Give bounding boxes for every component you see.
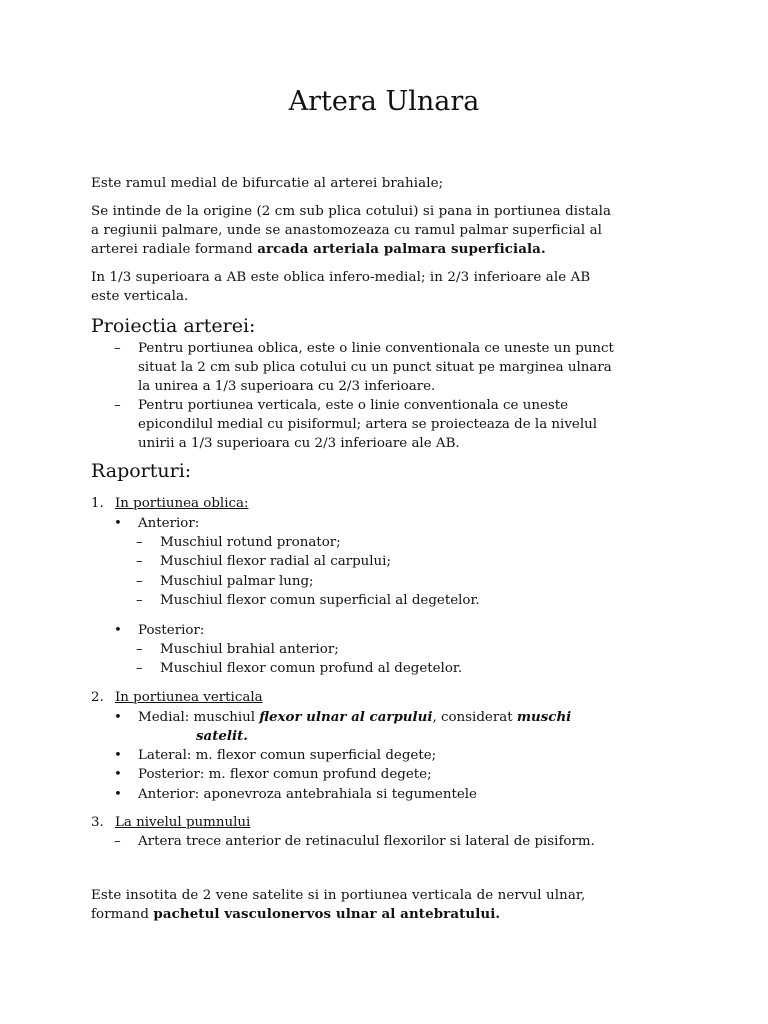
intro-paragraph-2	[91, 202, 691, 259]
text-line	[138, 708, 688, 727]
text-span: , considerat	[432, 710, 517, 725]
dash-marker: –	[136, 593, 143, 608]
sub-item-text: Muschiul palmar lung;	[160, 574, 314, 589]
text-line	[138, 727, 688, 746]
text-line	[91, 905, 691, 924]
bullet-marker: •	[114, 767, 122, 782]
text-line: Pentru portiunea oblica, este o linie conventionala ce uneste un punct	[138, 341, 614, 356]
numbered-item-1	[91, 494, 248, 513]
bullet-label: Posterior:	[138, 623, 205, 638]
dash-marker: –	[114, 834, 121, 849]
item-label: In portiunea oblica:	[115, 496, 249, 511]
bullet-marker: •	[114, 787, 122, 802]
text-line	[91, 240, 691, 259]
text-line: situat la 2 cm sub plica cotului cu un punct situat pe marginea ulnara	[138, 360, 612, 375]
sub-item	[136, 591, 480, 610]
page-title: Artera Ulnara	[288, 86, 480, 117]
bullet-text: Anterior: aponevroza antebrahiala si tegumentele	[138, 787, 477, 802]
section-heading-proiectia: Proiectia arterei:	[91, 315, 256, 337]
bullet-posterior	[114, 621, 688, 640]
sub-item-text: Muschiul flexor radial al carpului;	[160, 554, 391, 569]
sub-item-pumn	[114, 832, 688, 851]
text-line: a regiunii palmare, unde se anastomozeaza cu ramul palmar superficial al	[91, 223, 603, 238]
bullet-anterior-vertical	[114, 785, 688, 804]
text-line: Pentru portiunea verticala, este o linie conventionala ce uneste	[138, 398, 569, 413]
projection-item-vertical	[114, 396, 688, 453]
bullet-marker: •	[114, 748, 122, 763]
dash-marker: –	[136, 535, 143, 550]
text-line: unirii a 1/3 superioara cu 2/3 inferioare ale AB.	[138, 436, 460, 451]
bold-term: arcada arteriala palmara superficiala.	[257, 241, 546, 257]
sub-item-text: Muschiul rotund pronator;	[160, 535, 341, 550]
numbered-item-3	[91, 813, 250, 832]
bullet-text: Lateral: m. flexor comun superficial degete;	[138, 748, 437, 763]
text-line: este verticala.	[91, 289, 189, 304]
outro-paragraph	[91, 886, 691, 924]
bullet-label: Anterior:	[138, 516, 200, 531]
dash-marker: –	[136, 554, 143, 569]
sub-item	[136, 659, 463, 678]
dash-marker: –	[114, 398, 121, 413]
item-number: 2.	[91, 690, 104, 705]
sub-item-text: Muschiul brahial anterior;	[160, 642, 339, 657]
sub-item	[136, 533, 341, 552]
section-heading-raporturi: Raporturi:	[91, 460, 192, 482]
item-number: 3.	[91, 815, 104, 830]
sub-item-text: Artera trece anterior de retinaculul flexorilor si lateral de pisiform.	[138, 834, 595, 849]
item-label: La nivelul pumnului	[115, 815, 251, 830]
bullet-lateral	[114, 746, 688, 765]
intro-paragraph-1: Este ramul medial de bifurcatie al arterei brahiale;	[91, 176, 444, 191]
bold-term: pachetul vasculonervos ulnar al antebratului.	[153, 906, 501, 922]
bullet-marker: •	[114, 710, 122, 725]
text-line: la unirea a 1/3 superioara cu 2/3 inferioare.	[138, 379, 436, 394]
bullet-marker: •	[114, 516, 122, 531]
projection-item-oblique	[114, 339, 688, 396]
intro-paragraph-3	[91, 268, 691, 306]
item-number: 1.	[91, 496, 104, 511]
bold-italic-term: muschi	[516, 709, 572, 725]
text-line: In 1/3 superioara a AB este oblica infero-medial; in 2/3 inferioare ale AB	[91, 270, 591, 285]
item-label: In portiunea verticala	[115, 690, 263, 705]
text-line: Este insotita de 2 vene satelite si in portiunea verticala de nervul ulnar,	[91, 888, 586, 903]
dash-marker: –	[136, 574, 143, 589]
bullet-marker: •	[114, 623, 122, 638]
sub-item	[136, 640, 339, 659]
bullet-text: Posterior: m. flexor comun profund degete;	[138, 767, 432, 782]
dash-marker: –	[136, 661, 143, 676]
bullet-anterior	[114, 514, 688, 533]
bold-italic-term: satelit.	[196, 728, 248, 744]
text-span: Medial: muschiul	[138, 710, 260, 725]
dash-marker: –	[114, 341, 121, 356]
text-line: epicondilul medial cu pisiformul; artera se proiecteaza de la nivelul	[138, 417, 598, 432]
bullet-medial	[114, 708, 688, 746]
sub-item	[136, 572, 314, 591]
bold-italic-term: flexor ulnar al carpului	[259, 709, 433, 725]
text-line: Se intinde de la origine (2 cm sub plica cotului) si pana in portiunea distala	[91, 204, 612, 219]
dash-marker: –	[136, 642, 143, 657]
sub-item-text: Muschiul flexor comun profund al degetelor.	[160, 661, 463, 676]
sub-item	[136, 552, 391, 571]
numbered-item-2	[91, 688, 263, 707]
bullet-posterior-vertical	[114, 765, 688, 784]
text-span: formand	[91, 907, 154, 922]
sub-item-text: Muschiul flexor comun superficial al degetelor.	[160, 593, 480, 608]
text-span: arterei radiale formand	[91, 242, 258, 257]
